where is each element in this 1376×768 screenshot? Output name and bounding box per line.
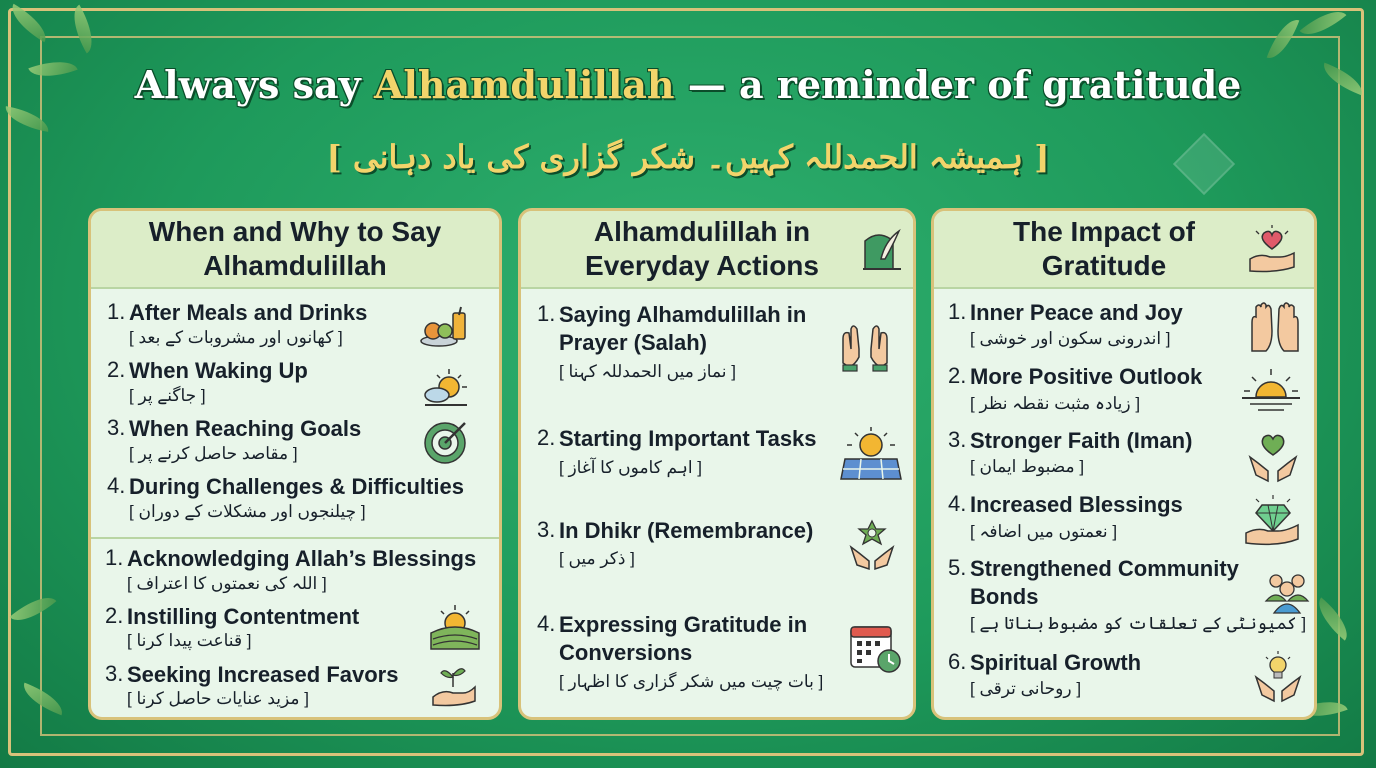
field-sun-icon — [429, 603, 479, 653]
item-number: 4. — [107, 473, 126, 498]
community-icon — [1264, 571, 1310, 615]
page-title — [0, 62, 1376, 107]
panel-heading: The Impact of Gratitude — [1012, 216, 1195, 281]
item-number: 4. — [537, 611, 556, 636]
hands-heart-icon — [1246, 429, 1300, 483]
sunrise-icon — [421, 361, 471, 411]
item-urdu: [ زیادہ مثبت نقطہ نظر ] — [970, 394, 1141, 413]
item-label: During Challenges & Difficulties — [129, 474, 464, 499]
item-label: Seeking Increased Favors — [127, 662, 399, 687]
item-urdu: [ نعمتوں میں اضافہ ] — [970, 522, 1118, 541]
divider — [91, 537, 499, 539]
item-label: When Waking Up — [129, 358, 308, 383]
panel-heading: When and Why to Say Alhamdulillah — [148, 216, 442, 281]
praying-hands-icon — [839, 319, 889, 369]
urdu-subtitle: [ ہمیشہ الحمدللہ کہیں۔ شکر گزاری کی یاد دہانی ] — [326, 138, 1050, 176]
item-urdu: [ جاگنے پر ] — [129, 386, 206, 405]
raised-hands-icon — [1246, 301, 1304, 357]
panel-heading: Alhamdulillah in Everyday Actions — [585, 216, 819, 281]
item-number: 3. — [107, 415, 126, 440]
item-urdu: [ نماز میں الحمدللہ کہنا ] — [559, 362, 736, 381]
title-part: — a reminder of gratitude — [674, 62, 1242, 107]
panel-header — [91, 211, 499, 289]
item-label: Increased Blessings — [970, 492, 1183, 517]
item-number: 2. — [107, 357, 126, 382]
item-number: 5. — [948, 555, 967, 580]
item-number: 3. — [537, 517, 556, 542]
hands-star-icon — [847, 517, 897, 567]
item-number: 3. — [105, 661, 124, 686]
item-urdu: [ کھانوں اور مشروبات کے بعد ] — [129, 328, 343, 347]
hands-bulb-icon — [1252, 649, 1304, 705]
item-urdu: [ قناعت پیدا کرنا ] — [127, 631, 252, 650]
item-urdu: [ مضبوط ایمان ] — [970, 457, 1085, 476]
item-number: 2. — [948, 363, 967, 388]
item-urdu: [ بات چیت میں شکر گزاری کا اظہار ] — [559, 672, 824, 691]
meal-icon — [419, 303, 469, 353]
item-label: Expressing Gratitude in Conversions — [559, 612, 808, 665]
item-label: Stronger Faith (Iman) — [970, 428, 1193, 453]
item-urdu: [ کمیونٹی کے تعلقات کو مضبوط بناتا ہے ] — [970, 614, 1307, 633]
hand-diamond-icon — [1244, 493, 1302, 549]
item-number: 4. — [948, 491, 967, 516]
panel-impact — [931, 208, 1317, 720]
item-number: 2. — [105, 603, 124, 628]
title-part: Always say — [134, 62, 374, 107]
item-label: Spiritual Growth — [970, 650, 1142, 675]
item-number: 2. — [537, 425, 556, 450]
horizon-sun-icon — [1240, 365, 1302, 415]
target-icon — [421, 417, 471, 467]
calendar-clock-icon — [849, 619, 899, 669]
item-urdu: [ روحانی ترقی ] — [970, 679, 1082, 698]
item-number: 1. — [105, 545, 124, 570]
item-label: After Meals and Drinks — [129, 300, 368, 325]
item-label: More Positive Outlook — [970, 364, 1203, 389]
item-label: When Reaching Goals — [129, 416, 362, 441]
panel-everyday-actions — [518, 208, 916, 720]
item-urdu: [ ذکر میں ] — [559, 549, 635, 568]
item-urdu: [ مزید عنایات حاصل کرنا ] — [127, 689, 309, 708]
panel-header — [521, 211, 913, 289]
hand-heart-icon — [1246, 225, 1298, 277]
item-urdu: [ اہم کاموں کا آغاز ] — [559, 458, 702, 477]
item-number: 1. — [948, 299, 967, 324]
quill-page-icon — [859, 227, 905, 273]
item-number: 1. — [107, 299, 126, 324]
title-highlight: Alhamdulillah — [373, 62, 675, 107]
panel-when-why — [88, 208, 502, 720]
item-number: 1. — [537, 301, 556, 326]
item-number: 6. — [948, 649, 967, 674]
item-urdu: [ چیلنجوں اور مشکلات کے دوران ] — [129, 502, 366, 521]
hand-plant-icon — [429, 661, 479, 711]
item-label: In Dhikr (Remembrance) — [559, 518, 814, 543]
item-number: 3. — [948, 427, 967, 452]
item-label: Strengthened Community Bonds — [970, 556, 1239, 609]
item-label: Inner Peace and Joy — [970, 300, 1183, 325]
item-urdu: [ اللہ کی نعمتوں کا اعتراف ] — [127, 574, 327, 593]
item-label: Instilling Contentment — [127, 604, 360, 629]
item-label: Saying Alhamdulillah in Prayer (Salah) — [559, 302, 807, 355]
item-label: Acknowledging Allah’s Blessings — [127, 546, 477, 571]
solar-sun-icon — [839, 425, 903, 475]
item-urdu: [ مقاصد حاصل کرنے پر ] — [129, 444, 298, 463]
item-urdu: [ اندرونی سکون اور خوشی ] — [970, 329, 1171, 348]
item-label: Starting Important Tasks — [559, 426, 817, 451]
